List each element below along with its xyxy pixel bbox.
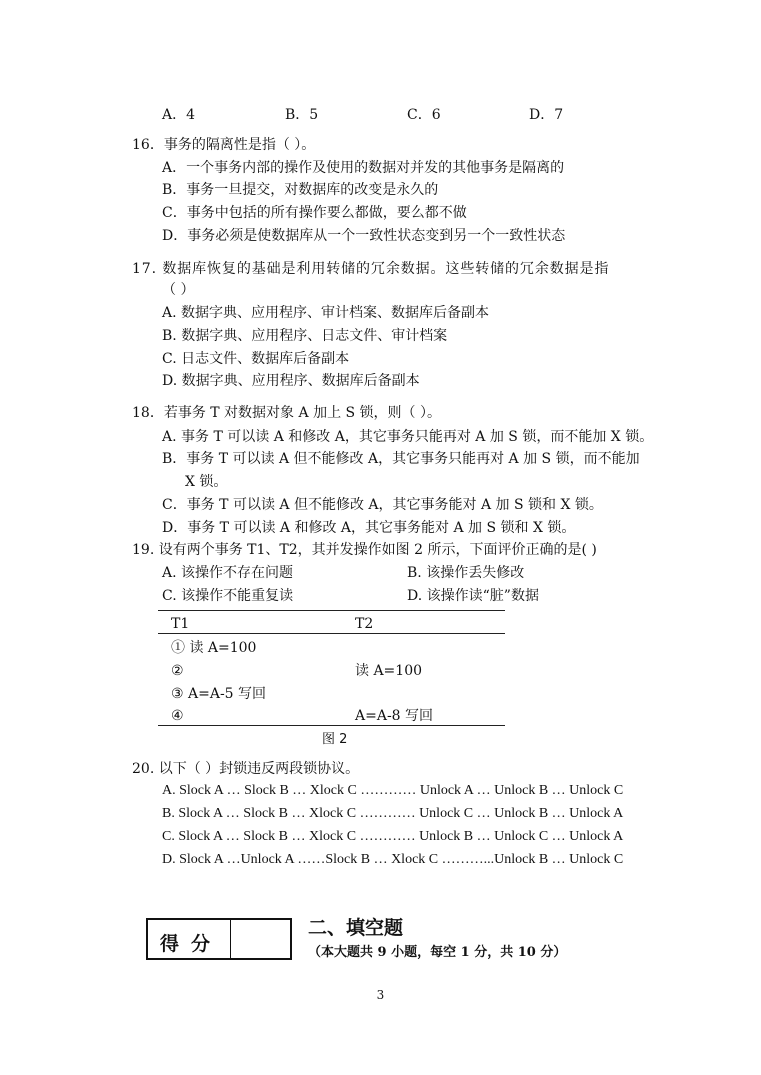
q19-option-d: D. 该操作读“脏”数据 [407,588,539,604]
section-subtitle: （本大题共 9 小题，每空 1 分，共 10 分） [308,945,567,960]
q16-option-a: A．一个事务内部的操作及使用的数据对并发的其他事务是隔离的 [162,160,565,176]
q18-option-d: D．事务 T 可以读 A 和修改 A，其它事务能对 A 加 S 锁和 X 锁。 [162,520,576,536]
score-box [146,918,292,960]
q17-blank: （ ） [162,282,195,298]
q16-option-d: D．事务必须是使数据库从一个一致性状态变到另一个一致性状态 [162,228,566,244]
section-title: 二、填空题 [308,917,404,939]
table-row-3: ③ A=A-5 写回 [171,686,267,702]
table-row-1: ① 读 A=100 [171,640,257,656]
table-row-4-t1: ④ [171,708,184,724]
q15-option-d: D．7 [529,107,564,123]
q19-option-c: C. 该操作不能重复读 [162,588,294,604]
q19-option-a: A. 该操作不存在问题 [162,565,294,581]
q15-option-b: B．5 [285,107,319,123]
q16-option-b: B．事务一旦提交，对数据库的改变是永久的 [162,182,439,198]
page-number: 3 [376,988,385,1002]
q16-stem: 16．事务的隔离性是指（ ）。 [132,137,316,153]
q18-stem: 18．若事务 T 对数据对象 A 加上 S 锁，则（ ）。 [132,405,442,421]
table-header-rule [158,633,505,634]
q20-stem: 20. 以下（ ）封锁违反两段锁协议。 [132,761,360,777]
table-row-4-t2: A=A-8 写回 [355,708,434,724]
table-row-2-t1: ② [171,663,184,679]
q15-option-a: A．4 [162,107,196,123]
score-box-divider [230,920,231,958]
q15-option-c: C．6 [407,107,441,123]
q20-option-d: D. Slock A …Unlock A ……Slock B … Xlock C ………...Unlock B … Unlock C [162,852,624,867]
q18-option-c: C．事务 T 可以读 A 但不能修改 A，其它事务能对 A 加 S 锁和 X 锁。 [162,497,603,513]
q16-option-c: C．事务中包括的所有操作要么都做，要么都不做 [162,205,467,221]
table-top-rule [158,610,505,611]
q17-stem: 17. 数据库恢复的基础是利用转储的冗余数据。这些转储的冗余数据是指 [132,261,610,277]
table-header-t2: T2 [355,616,374,632]
score-label: 得分 [160,933,223,955]
q17-option-c: C. 日志文件、数据库后备副本 [162,351,350,367]
table-bottom-rule [158,725,505,726]
table-row-2-t2: 读 A=100 [355,663,423,679]
q20-option-b: B. Slock A … Slock B … Xlock C ………… Unlock C … Unlock B … Unlock A [162,806,624,821]
q18-option-b-line2: X 锁。 [185,474,228,490]
q17-option-b: B. 数据字典、应用程序、日志文件、审计档案 [162,328,448,344]
q18-option-b-line1: B．事务 T 可以读 A 但不能修改 A，其它事务只能再对 A 加 S 锁，而不能加 [162,451,640,467]
q19-option-b: B. 该操作丢失修改 [407,565,525,581]
q18-option-a: A. 事务 T 可以读 A 和修改 A，其它事务只能再对 A 加 S 锁，而不能加 X 锁。 [162,429,654,445]
q20-option-c: C. Slock A … Slock B … Xlock C ………… Unlock B … Unlock C … Unlock A [162,829,624,844]
q17-option-a: A. 数据字典、应用程序、审计档案、数据库后备副本 [162,305,490,321]
table-header-t1: T1 [171,616,190,632]
figure-caption: 图 2 [322,732,348,747]
q20-option-a: A. Slock A … Slock B … Xlock C ………… Unlock A … Unlock B … Unlock C [162,783,624,798]
q17-option-d: D. 数据字典、应用程序、数据库后备副本 [162,373,420,389]
q19-stem: 19. 设有两个事务 T1、T2，其并发操作如图 2 所示，下面评价正确的是( ) [132,542,597,558]
